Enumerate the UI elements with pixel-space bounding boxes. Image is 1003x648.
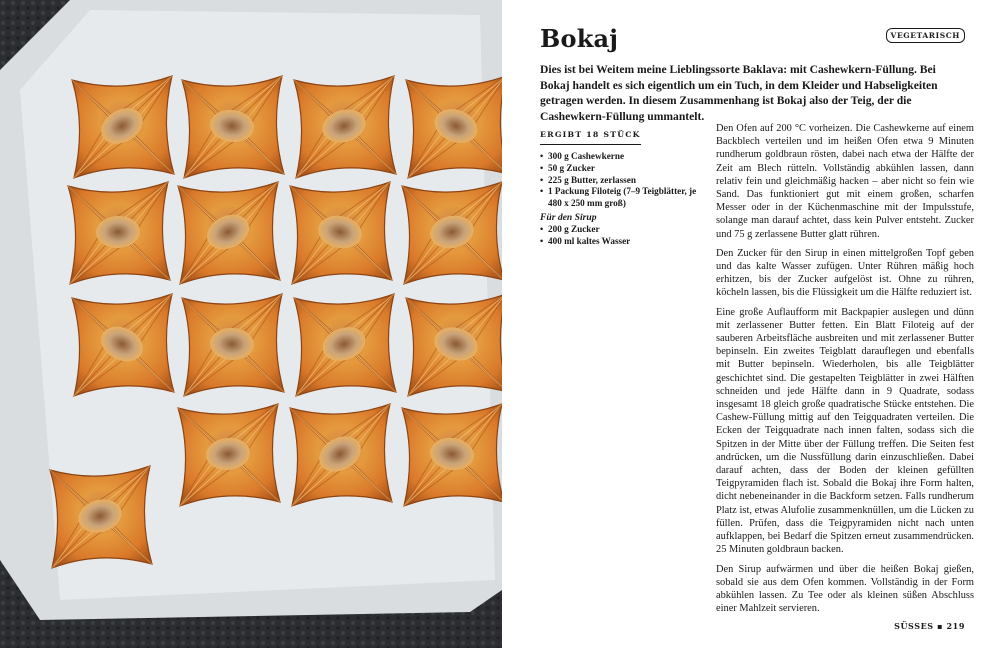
pastry-piece (290, 404, 392, 506)
pastry-piece (178, 404, 280, 506)
page-footer (894, 621, 965, 631)
recipe-page (502, 0, 1003, 648)
ingredient-item: • 50 g Zucker (540, 163, 700, 175)
method-section (716, 122, 974, 621)
pastry-piece (402, 182, 502, 284)
ingredients-section (540, 122, 700, 248)
ingredient-list (540, 151, 700, 210)
pastry-piece (290, 182, 392, 284)
pastry-piece (178, 182, 280, 284)
pastry-piece (182, 294, 284, 396)
recipe-title: Bokaj (540, 24, 619, 53)
separator: ▪ (937, 621, 947, 631)
ingredient-item: • 200 g Zucker (540, 224, 700, 236)
pastry-piece (406, 76, 502, 178)
vegetarian-badge: VEGETARISCH (886, 28, 965, 43)
syrup-ingredient-list (540, 224, 700, 248)
pastry-piece (182, 76, 284, 178)
syrup-heading: Für den Sirup (540, 211, 597, 223)
method-step: Den Zucker für den Sirup in einen mittelgroßen Topf geben und das kalte Wasser zufügen. Unter Rühren mäßig hoch erhitzen, bis der Zucker aufgelöst ist. Ohne zu rühren, köcheln lassen, bis die Flüssigkeit um die Hälfte reduziert ist. (716, 247, 974, 299)
pastry-piece (50, 466, 152, 568)
yield-heading: ERGIBT 18 STÜCK (540, 130, 641, 145)
pastry-piece (68, 182, 170, 284)
page-number: 219 (946, 621, 965, 631)
method-step: Den Ofen auf 200 °C vorheizen. Die Cashewkerne auf einem Backblech verteilen und im heißen Ofen etwa 9 Minuten rundherum goldbraun rösten, dabei nach etwa der Hälfte der Zeit am Blech rütteln. Vollständig abkühlen lassen, dann relativ fein und gleichmäßig hacken – aber nicht so fein wie Sand. Das funktioniert gut mit einem großen, scharfen Messer oder in der Küchenmaschine mit der Impulsstufe, solange man darauf achtet, dass kein Pulver entsteht. Zucker und 75 g zerlassene Butter glatt rühren. (716, 123, 974, 240)
ingredient-item: • 1 Packung Filoteig (7–9 Teigblätter, je 480 x 250 mm groß) (540, 186, 700, 210)
section-name: SÜSSES (894, 621, 934, 631)
pastry-piece (72, 294, 174, 396)
method-step: Eine große Auflaufform mit Backpapier auslegen und dünn mit zerlassener Butter fetten. Ein Blatt Filoteig auf der sauberen Arbeitsfläche ausbreiten und mit zerlassener Butter bepinseln. Ein zweites Teigblatt darauflegen und ebenfalls mit Butter bepinseln. Wiederholen, bis alle Teigblätter geschichtet sind. Die gestapelten Teigblätter in zwei Hälften schneiden und jede Hälfte dann in 9 Quadrate, sodass insgesamt 18 gleich große quadratische Stücke entstehen. Die Cashew-Füllung mittig auf den Teigquadraten verteilen. Die Ecken der Teigquadrate nach innen falten, sodass sich die Spitzen in der Mitte über der Füllung treffen. Die Seiten fest andrücken, um die Nussfüllung darin einzuschließen. Dabei darauf achten, dass der Boden der kleinen gefüllten Teigpyramiden flach ist. Sobald die Bokaj ihre Form halten, dicht nebeneinander in die Backform setzen. Falls rundherum Platz ist, etwas Alufolie zusammenknüllen, um die Lücken zu füllen. Prüfen, dass die Teigpyramiden nicht nach unten aufklappen, bei Bedarf die Spitzen erneut zusammendrücken. 25 Minuten goldbraun backen. (716, 306, 974, 556)
ingredient-item: • 225 g Butter, zerlassen (540, 175, 700, 187)
pastry-piece (72, 76, 174, 178)
ingredient-item: • 300 g Cashewkerne (540, 151, 700, 163)
pastry-piece (406, 294, 502, 396)
pastry-piece (294, 76, 396, 178)
method-step: Den Sirup aufwärmen und über die heißen Bokaj gießen, sobald sie aus dem Ofen kommen. Vollständig in der Form abkühlen lassen. Zu Tee oder als kleinen süßen Abschluss einer Mahlzeit servieren. (716, 563, 974, 615)
pastry-piece (402, 404, 502, 506)
pastry-grid (50, 76, 502, 568)
pastry-piece (294, 294, 396, 396)
ingredient-item: • 400 ml kaltes Wasser (540, 236, 700, 248)
recipe-intro: Dies ist bei Weitem meine Lieblingssorte Baklava: mit Cashewkern-Füllung. Bei Bokaj handelt es sich eigentlich um ein Tuch, in dem Kleider und Habseligkeiten getragen werden. In diesem Zusammenhang ist Bokaj also der Teig, der die Cashewkern-Füllung ummantelt. (540, 63, 938, 123)
